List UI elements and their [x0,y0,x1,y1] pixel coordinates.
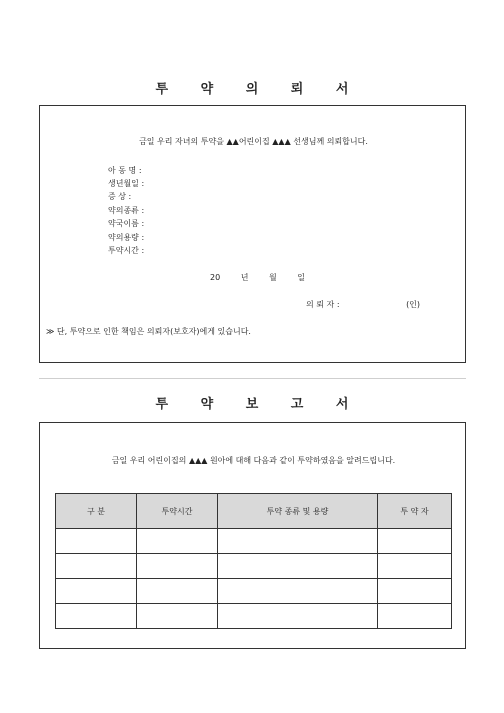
request-form-box [39,105,466,363]
report-header-row [56,494,452,529]
header-administrator: 투 약 자 [378,494,452,529]
responsibility-note: ≫ 단, 투약으로 인한 책임은 의뢰자(보호자)에게 있습니다. [46,327,251,336]
date-year: 20 [210,273,221,282]
field-symptoms: 증 상 : [108,192,132,201]
date-month-unit: 월 [269,273,277,282]
table-cell[interactable] [378,604,452,629]
report-form-box [39,422,466,649]
table-cell[interactable] [218,579,378,604]
table-cell[interactable] [56,554,137,579]
request-form-title: 투 약 의 뢰 서 [155,82,363,97]
table-cell[interactable] [378,554,452,579]
header-medicine-dosage: 투약 종류 및 용량 [218,494,378,529]
table-cell[interactable] [218,604,378,629]
field-birthdate: 생년월일 : [108,179,145,188]
date-year-unit: 년 [240,273,249,282]
seal-mark: (인) [406,300,421,309]
table-cell[interactable] [218,529,378,554]
table-row [56,604,452,629]
report-table [55,493,452,629]
table-cell[interactable] [378,529,452,554]
field-dosing-time: 투약시간 : [108,246,145,255]
requester-label: 의 뢰 자 : [306,300,340,309]
table-cell[interactable] [56,529,137,554]
table-cell[interactable] [56,604,137,629]
field-dosage: 약의용량 : [108,233,145,242]
table-cell[interactable] [56,579,137,604]
table-row [56,579,452,604]
section-divider [39,378,466,379]
header-dosing-time: 투약시간 [137,494,218,529]
field-pharmacy-name: 약국이름 : [108,219,145,228]
table-row [56,554,452,579]
table-cell[interactable] [137,554,218,579]
field-medicine-type: 약의종류 : [108,206,145,215]
field-child-name: 아 동 명 : [108,166,142,175]
table-cell[interactable] [137,604,218,629]
report-form-title: 투 약 보 고 서 [155,397,363,412]
date-day-unit: 일 [297,273,306,282]
date-line [210,272,323,283]
table-cell[interactable] [378,579,452,604]
header-category: 구 분 [56,494,137,529]
report-table-body [56,529,452,629]
report-intro: 금일 우리 어린이집의 ▲▲▲ 원아에 대해 다음과 같이 투약하였음을 알려드립니다. [111,456,396,465]
request-intro: 금일 우리 자녀의 투약을 ▲▲어린이집 ▲▲▲ 선생님께 의뢰합니다. [139,137,368,146]
table-cell[interactable] [137,529,218,554]
table-cell[interactable] [137,579,218,604]
requester-line [306,299,420,310]
table-row [56,529,452,554]
table-cell[interactable] [218,554,378,579]
